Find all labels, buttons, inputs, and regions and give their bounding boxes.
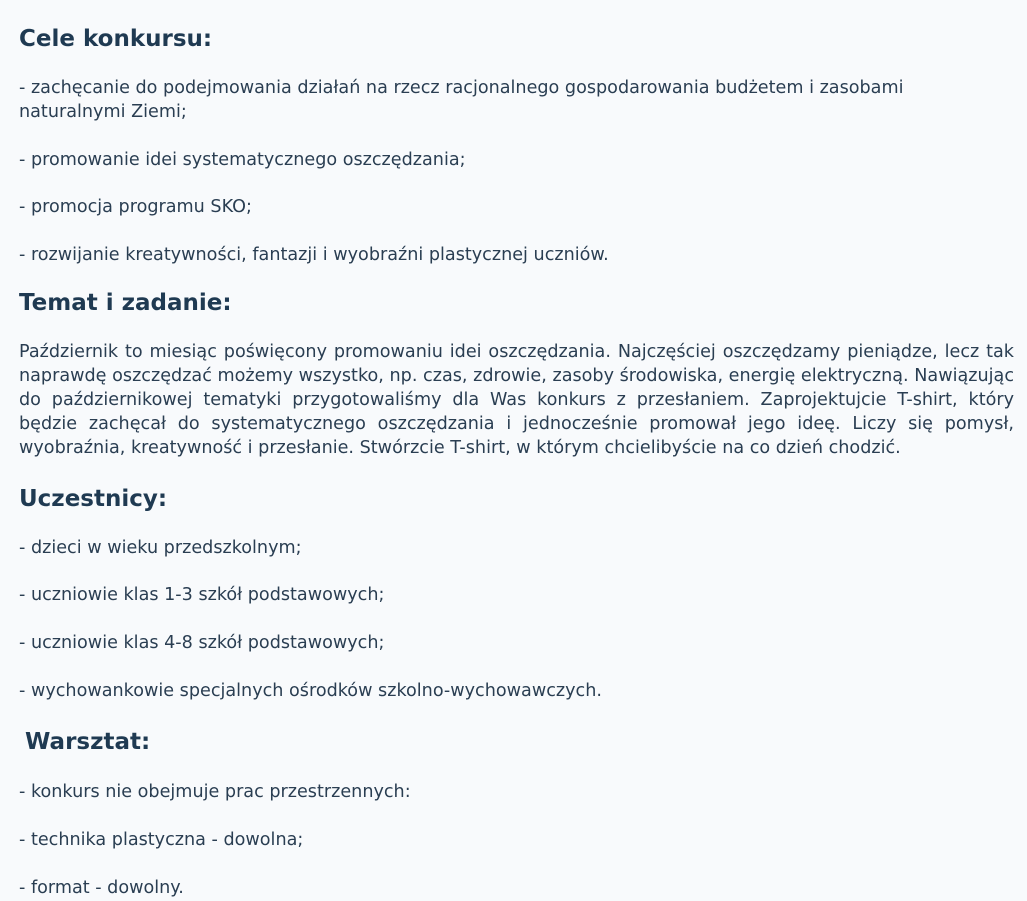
section-heading-temat: Temat i zadanie:	[19, 290, 232, 316]
list-item: - promowanie idei systematycznego oszczędzania;	[19, 150, 466, 170]
list-item: - dzieci w wieku przedszkolnym;	[19, 538, 302, 558]
list-item: - rozwijanie kreatywności, fantazji i wyobraźni plastycznej uczniów.	[19, 245, 609, 265]
list-item: - uczniowie klas 4-8 szkół podstawowych;	[19, 633, 385, 653]
list-item: - uczniowie klas 1-3 szkół podstawowych;	[19, 585, 385, 605]
section-heading-warsztat: Warsztat:	[25, 729, 151, 755]
list-item: - promocja programu SKO;	[19, 197, 252, 217]
list-item: - zachęcanie do podejmowania działań na rzecz racjonalnego gospodarowania budżetem i zasobami naturalnymi Ziemi;	[19, 78, 904, 122]
section-heading-uczestnicy: Uczestnicy:	[19, 486, 168, 512]
section-heading-cele: Cele konkursu:	[19, 26, 213, 52]
list-item: - konkurs nie obejmuje prac przestrzennych:	[19, 782, 411, 802]
list-item: - format - dowolny.	[19, 878, 184, 898]
list-item: - technika plastyczna - dowolna;	[19, 830, 304, 850]
list-item: - wychowankowie specjalnych ośrodków szkolno-wychowawczych.	[19, 681, 602, 701]
section-paragraph-temat: Październik to miesiąc poświęcony promowaniu idei oszczędzania. Najczęściej oszczędzamy pieniądze, lecz tak naprawdę oszczędzać możemy wszystko, np. czas, zdrowie, zasoby środowiska, energię elektryczną. Nawiązując do październikowej tematyki przygotowaliśmy dla Was konkurs z przesłaniem. Zaprojektujcie T-shirt, który będzie zachęcał do systematycznego oszczędzania i jednocześnie promował jego ideę. Liczy się pomysł, wyobraźnia, kreatywność i przesłanie. Stwórzcie T-shirt, w którym chcielibyście na co dzień chodzić.	[19, 342, 1014, 458]
contest-rules-document	[0, 24, 1027, 901]
